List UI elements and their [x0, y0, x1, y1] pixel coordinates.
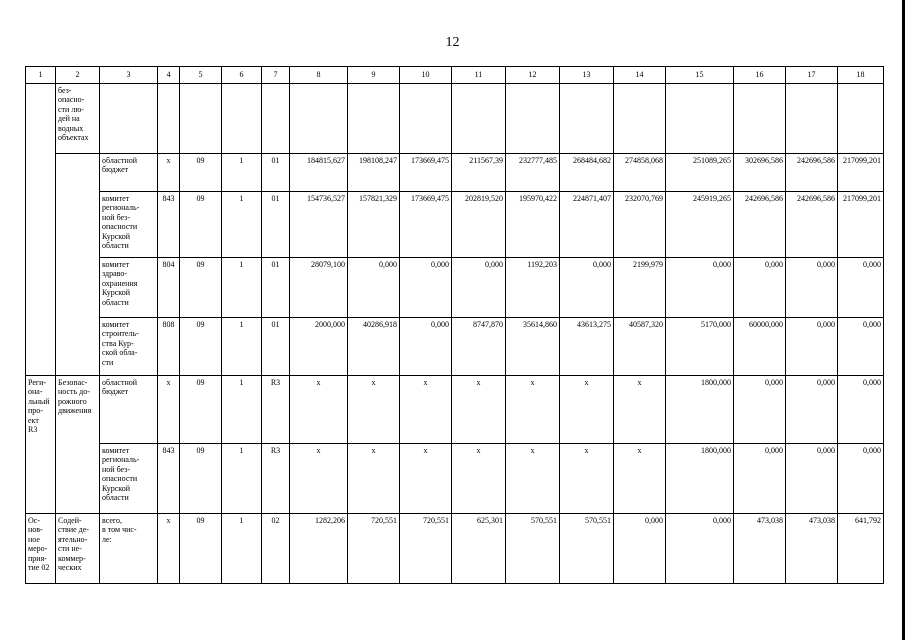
value-cell: 28079,100	[290, 258, 348, 318]
value-cell: 274858,068	[614, 154, 666, 192]
column-number-row	[26, 67, 884, 84]
grbs-cell: х	[158, 514, 180, 584]
value-cell: 268484,682	[560, 154, 614, 192]
table-row	[26, 444, 884, 514]
value-cell: 473,038	[734, 514, 786, 584]
table-row	[26, 376, 884, 444]
value-cell: 211567,39	[452, 154, 506, 192]
code-cell: 09	[180, 444, 222, 514]
value-cell: 0,000	[734, 444, 786, 514]
col-header: 12	[506, 67, 560, 84]
code-cell: 09	[180, 376, 222, 444]
value-cell: х	[614, 376, 666, 444]
value-cell: х	[290, 376, 348, 444]
col-header: 13	[560, 67, 614, 84]
value-cell: 5170,000	[666, 318, 734, 376]
value-cell: 1282,206	[290, 514, 348, 584]
value-cell: 1800,000	[666, 444, 734, 514]
grbs-cell: х	[158, 154, 180, 192]
value-cell: х	[400, 444, 452, 514]
value-cell: х	[290, 444, 348, 514]
col-header: 2	[56, 67, 100, 84]
grbs-cell: 843	[158, 444, 180, 514]
code-cell: 1	[222, 258, 262, 318]
source-cell: комитет региональ- ной без- опасности Курской области	[100, 444, 158, 514]
col-header: 16	[734, 67, 786, 84]
grbs-cell: 808	[158, 318, 180, 376]
col-header: 10	[400, 67, 452, 84]
value-cell: х	[560, 444, 614, 514]
value-cell: 224871,407	[560, 192, 614, 258]
subprogram-name: без- опасно- сти лю- дей на водных объектах	[56, 84, 100, 154]
source-cell: комитет здраво- охранения Курской области	[100, 258, 158, 318]
value-cell: 720,551	[400, 514, 452, 584]
value-cell: 2000,000	[290, 318, 348, 376]
table-row	[26, 84, 884, 154]
code-cell: 09	[180, 318, 222, 376]
table-row	[26, 514, 884, 584]
table-row	[26, 192, 884, 258]
col-header: 7	[262, 67, 290, 84]
code-cell: 01	[262, 192, 290, 258]
code-cell: 09	[180, 514, 222, 584]
value-cell: 0,000	[560, 258, 614, 318]
value-cell: х	[506, 376, 560, 444]
value-cell: 232070,769	[614, 192, 666, 258]
code-cell: 1	[222, 192, 262, 258]
value-cell: 195970,422	[506, 192, 560, 258]
value-cell: 570,551	[560, 514, 614, 584]
cell-empty	[26, 84, 56, 376]
col-header: 3	[100, 67, 158, 84]
value-cell: 0,000	[838, 258, 884, 318]
value-cell: 198108,247	[348, 154, 400, 192]
table-row	[26, 154, 884, 192]
event-code: Ос- нов- ное меро- прия- тие 02	[26, 514, 56, 584]
grbs-cell: 843	[158, 192, 180, 258]
code-cell: R3	[262, 444, 290, 514]
value-cell: 0,000	[786, 258, 838, 318]
project-code: Реги- она- льный про- ект R3	[26, 376, 56, 514]
value-cell: 0,000	[838, 376, 884, 444]
value-cell: 0,000	[734, 376, 786, 444]
value-cell: х	[348, 376, 400, 444]
value-cell: 242696,586	[734, 192, 786, 258]
source-cell: комитет строитель- ства Кур- ской обла- сти	[100, 318, 158, 376]
value-cell: 217099,201	[838, 154, 884, 192]
source-cell: комитет региональ- ной без- опасности Курской области	[100, 192, 158, 258]
col-header: 6	[222, 67, 262, 84]
value-cell: 40286,918	[348, 318, 400, 376]
value-cell: 0,000	[666, 258, 734, 318]
value-cell: х	[400, 376, 452, 444]
value-cell: 43613,275	[560, 318, 614, 376]
value-cell: 40587,320	[614, 318, 666, 376]
value-cell: 242696,586	[786, 154, 838, 192]
value-cell: 0,000	[400, 258, 452, 318]
value-cell: 1800,000	[666, 376, 734, 444]
code-cell: 01	[262, 258, 290, 318]
page-number: 12	[445, 35, 460, 50]
value-cell: 0,000	[786, 444, 838, 514]
value-cell: 0,000	[400, 318, 452, 376]
value-cell: 0,000	[838, 444, 884, 514]
value-cell: 0,000	[734, 258, 786, 318]
value-cell: х	[614, 444, 666, 514]
value-cell: 720,551	[348, 514, 400, 584]
col-header: 17	[786, 67, 838, 84]
code-cell: 02	[262, 514, 290, 584]
value-cell: 157821,329	[348, 192, 400, 258]
code-cell: 01	[262, 318, 290, 376]
code-cell: 09	[180, 154, 222, 192]
value-cell: 217099,201	[838, 192, 884, 258]
value-cell: 0,000	[838, 318, 884, 376]
col-header: 5	[180, 67, 222, 84]
col-header: 4	[158, 67, 180, 84]
value-cell: 232777,485	[506, 154, 560, 192]
grbs-cell: х	[158, 376, 180, 444]
col-header: 11	[452, 67, 506, 84]
value-cell: 302696,586	[734, 154, 786, 192]
value-cell: 60000,000	[734, 318, 786, 376]
code-cell: 01	[262, 154, 290, 192]
value-cell: 154736,527	[290, 192, 348, 258]
value-cell: 0,000	[452, 258, 506, 318]
value-cell: 0,000	[614, 514, 666, 584]
value-cell: 0,000	[348, 258, 400, 318]
col-header: 15	[666, 67, 734, 84]
value-cell: 0,000	[786, 318, 838, 376]
value-cell: 202819,520	[452, 192, 506, 258]
value-cell: 0,000	[786, 376, 838, 444]
value-cell: 1192,203	[506, 258, 560, 318]
value-cell: х	[452, 376, 506, 444]
event-name: Содей- ствие де- ятельно- сти не- коммер- ческих	[56, 514, 100, 584]
source-cell: областной бюджет	[100, 376, 158, 444]
source-cell: всего, в том чис- ле:	[100, 514, 158, 584]
value-cell: 184815,627	[290, 154, 348, 192]
value-cell: 0,000	[666, 514, 734, 584]
col-header: 8	[290, 67, 348, 84]
col-header: 1	[26, 67, 56, 84]
value-cell: 251089,265	[666, 154, 734, 192]
value-cell: 245919,265	[666, 192, 734, 258]
value-cell: х	[452, 444, 506, 514]
col-header: 18	[838, 67, 884, 84]
col-header: 14	[614, 67, 666, 84]
project-name: Безопас- ность до- рожного движения	[56, 376, 100, 514]
code-cell: 1	[222, 514, 262, 584]
code-cell: R3	[262, 376, 290, 444]
code-cell: 1	[222, 318, 262, 376]
code-cell: 09	[180, 192, 222, 258]
code-cell: 1	[222, 444, 262, 514]
source-cell: областной бюджет	[100, 154, 158, 192]
budget-table	[25, 66, 884, 584]
cell-empty	[56, 154, 100, 376]
value-cell: 242696,586	[786, 192, 838, 258]
value-cell: х	[506, 444, 560, 514]
grbs-cell: 804	[158, 258, 180, 318]
value-cell: 570,551	[506, 514, 560, 584]
value-cell: 173669,475	[400, 154, 452, 192]
value-cell: 641,792	[838, 514, 884, 584]
value-cell: 8747,870	[452, 318, 506, 376]
value-cell: х	[560, 376, 614, 444]
value-cell: 35614,860	[506, 318, 560, 376]
table-row	[26, 318, 884, 376]
value-cell: 2199,979	[614, 258, 666, 318]
table-row	[26, 258, 884, 318]
value-cell: х	[348, 444, 400, 514]
value-cell: 625,301	[452, 514, 506, 584]
code-cell: 1	[222, 376, 262, 444]
value-cell: 173669,475	[400, 192, 452, 258]
code-cell: 09	[180, 258, 222, 318]
code-cell: 1	[222, 154, 262, 192]
value-cell: 473,038	[786, 514, 838, 584]
col-header: 9	[348, 67, 400, 84]
